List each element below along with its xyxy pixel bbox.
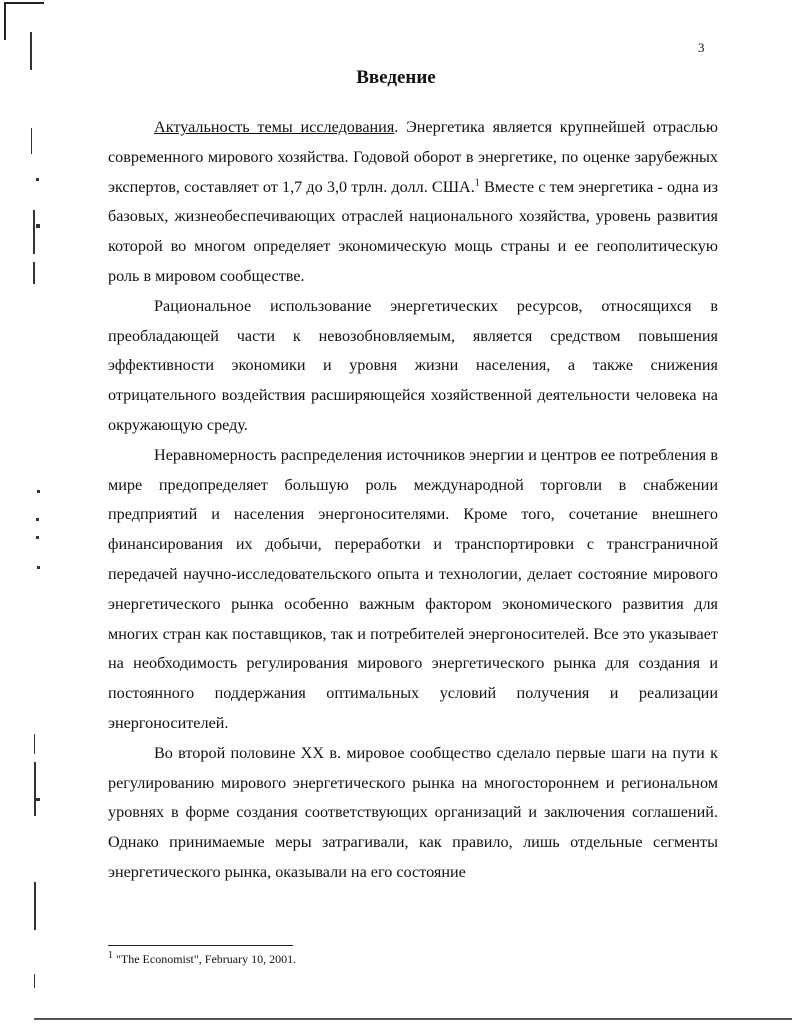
scan-mark bbox=[34, 974, 35, 988]
paragraph: Во второй половине XX в. мировое сообщество сделало первые шаги на пути к регулированию мирового энергетического рынка на многостороннем и региональном уровнях в форме создания соответствующих организаций и заключения соглашений. Однако принимаемые меры затрагивали, как правило, лишь отдельные сегменты энергетического рынка, оказывали на его состояние bbox=[108, 743, 718, 881]
page-number: 3 bbox=[698, 40, 705, 55]
scan-mark bbox=[30, 32, 32, 70]
scan-edge-top bbox=[4, 2, 44, 4]
paragraph-text: . Энергетика является крупнейшей отраслью современного мирового хозяйства. Годовой оборот в энергетике, по оценке зарубежных экспертов, составляет от 1,7 до 3,0 трлн. долл. США. bbox=[108, 118, 718, 196]
paragraph-text: Вместе с тем энергетика - одна из базовых, жизнеобеспечивающих отраслей национального хозяйства, уровень развития которой во многом определяет экономическую мощь страны и ее геополитическую роль в мировом сообществе. bbox=[108, 177, 718, 285]
paragraph: Рациональное использование энергетических ресурсов, относящихся в преобладающей части к невозобновляемым, является средством повышения эффективности экономики и уровня жизни населения, а также снижения отрицательного воздействия расширяющейся хозяйственной деятельности человека на окружающую среду. bbox=[108, 296, 718, 434]
scan-mark bbox=[31, 128, 32, 154]
scan-mark bbox=[37, 566, 40, 569]
scan-edge-left bbox=[4, 2, 6, 40]
scan-mark bbox=[36, 224, 40, 228]
page-title: Введение bbox=[356, 67, 436, 88]
relevance-heading: Актуальность темы исследования bbox=[154, 118, 395, 136]
scan-mark bbox=[37, 490, 40, 493]
scan-mark bbox=[36, 798, 40, 801]
footnote-reference: 1 bbox=[474, 177, 480, 189]
footnote-text: "The Economist", February 10, 2001. bbox=[113, 952, 297, 966]
scan-mark bbox=[36, 178, 39, 181]
footnote-number: 1 bbox=[108, 950, 113, 961]
scan-mark bbox=[34, 734, 35, 754]
scan-mark bbox=[34, 762, 36, 816]
scan-edge-bottom bbox=[34, 1018, 792, 1020]
body-text bbox=[108, 113, 718, 888]
scan-mark bbox=[36, 518, 39, 521]
footnote-divider bbox=[108, 945, 293, 946]
scan-mark bbox=[34, 882, 36, 930]
scan-mark bbox=[36, 536, 39, 539]
footnote bbox=[108, 952, 296, 967]
scan-mark bbox=[33, 210, 35, 254]
paragraph-relevance bbox=[108, 113, 718, 292]
paragraph: Неравномерность распределения источников энергии и центров ее потребления в мире предопределяет большую роль международной торговли в снабжении предприятий и населения энергоносителями. Кроме того, сочетание внешнего финансирования их добычи, переработки и транспортировки с трансграничной передачей научно-исследовательского опыта и технологии, делает состояние мирового энергетического рынка особенно важным фактором экономического развития для многих стран как поставщиков, так и потребителей энергоносителей. Все это указывает на необходимость регулирования мирового энергетического рынка для создания и постоянного поддержания оптимальных условий получения и реализации энергоносителей. bbox=[108, 445, 718, 732]
scan-mark bbox=[33, 262, 35, 284]
